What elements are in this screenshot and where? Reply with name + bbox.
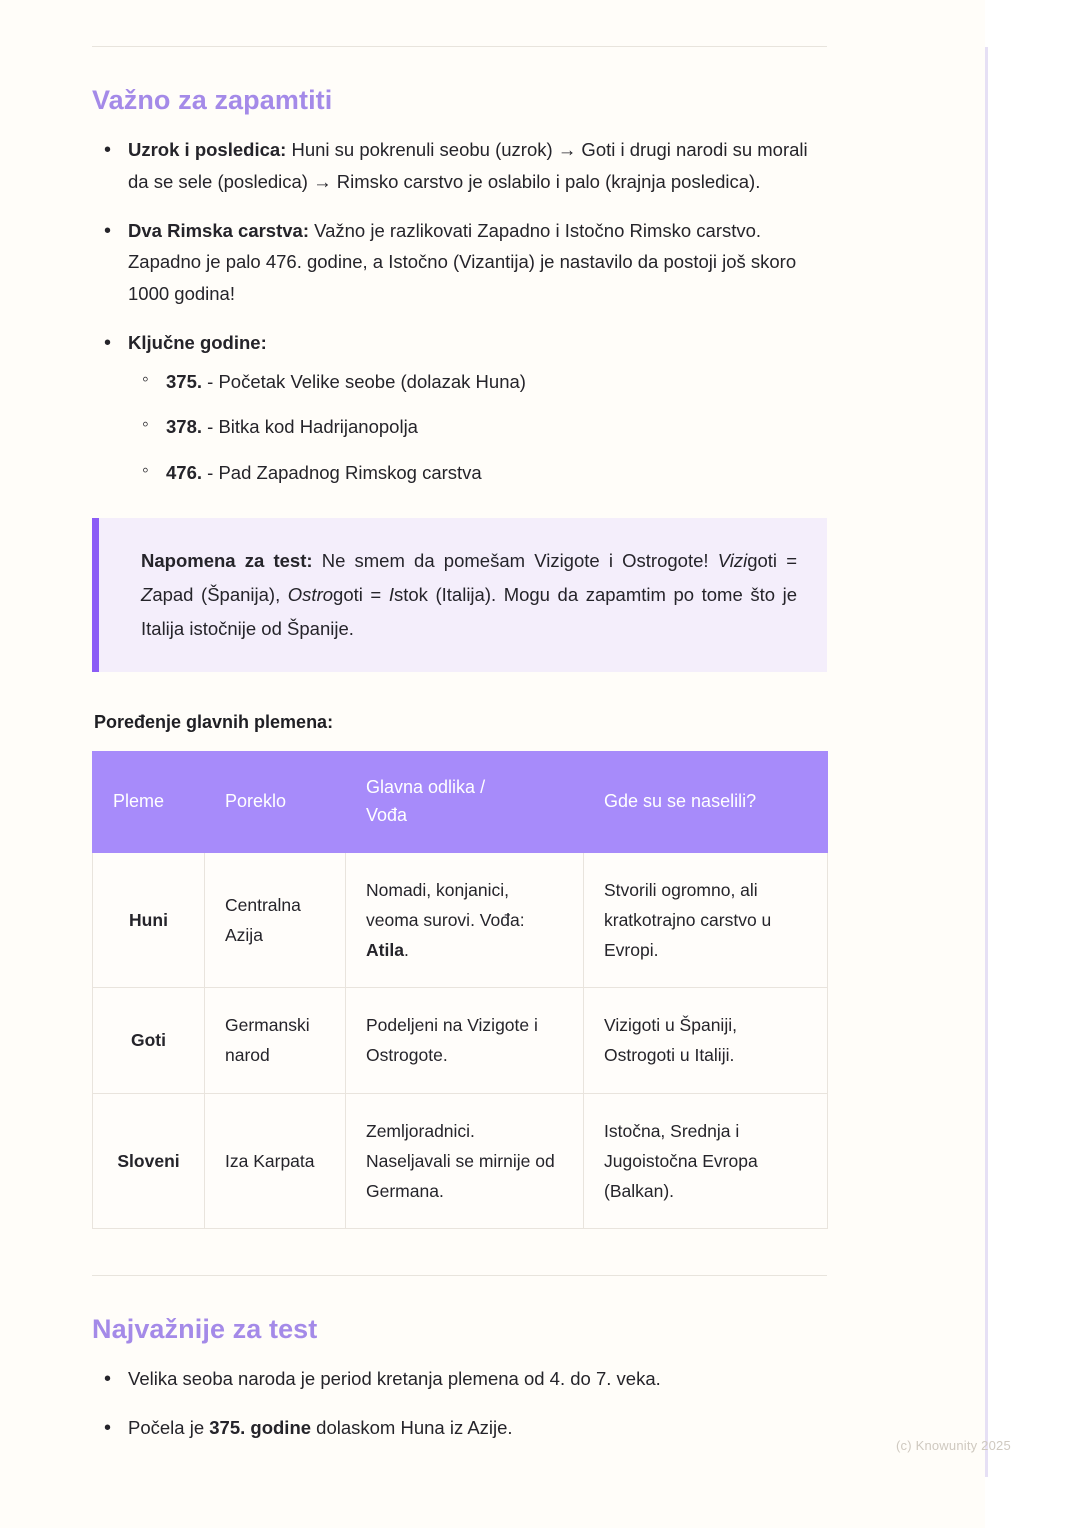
key-years-list <box>128 367 827 488</box>
list-item-text: Huni su pokrenuli seobu (uzrok) → Goti i drugi narodi su morali da se sele (posledica) → Rimsko carstvo je oslabilo i palo (krajnja posledica). <box>128 139 808 192</box>
cell-naselili: Vizigoti u Španiji, Ostrogoti u Italiji. <box>584 988 828 1093</box>
cell-odlika-leader: Atila <box>366 940 404 961</box>
key-points-list <box>92 134 827 488</box>
cell-odlika-suffix: . <box>403 940 409 961</box>
cell-naselili: Istočna, Srednja i Jugoistočna Evropa (Balkan). <box>584 1093 828 1228</box>
bottom-divider <box>92 1275 827 1276</box>
list-item <box>92 1363 827 1395</box>
note-callout <box>92 518 827 673</box>
document-content <box>92 0 827 1460</box>
watermark: (c) Knowunity 2025 <box>896 1438 1011 1453</box>
cell-poreklo: Germanski narod <box>205 988 346 1093</box>
page-right-margin <box>985 0 1080 1528</box>
table-row <box>93 1093 828 1228</box>
table-row <box>93 853 828 988</box>
note-text-3: apad (Španija), <box>152 583 288 605</box>
list-item <box>92 1412 827 1444</box>
note-text-2: goti = <box>747 549 797 571</box>
table-caption: Poređenje glavnih plemena: <box>94 712 334 733</box>
summary-text-pre: Velika seoba naroda je period kretanja plemena od 4. do 7. veka. <box>128 1367 661 1389</box>
year-label: 375. <box>166 370 203 392</box>
list-item <box>92 327 827 488</box>
page-title: Važno za zapamtiti <box>92 85 333 115</box>
cell-naselili: Stvorili ogromno, ali kratkotrajno carstvo u Evropi. <box>584 853 828 988</box>
list-item <box>128 412 827 442</box>
note-lead: Napomena za test: <box>141 549 313 571</box>
cell-odlika-text: Podeljeni na Vizigote i Ostrogote. <box>366 1015 538 1066</box>
tribes-comparison-table <box>92 751 828 1229</box>
list-item <box>128 367 827 397</box>
year-label: 476. <box>166 462 203 484</box>
list-item <box>92 215 827 310</box>
cell-pleme: Goti <box>93 988 205 1093</box>
column-header-poreklo: Poreklo <box>205 752 346 853</box>
year-label: 378. <box>166 416 203 438</box>
column-header-pleme: Pleme <box>93 752 205 853</box>
cell-pleme: Huni <box>93 853 205 988</box>
table-header-row <box>93 752 828 853</box>
cell-odlika <box>346 988 584 1093</box>
note-text-1: Ne smem da pomešam Vizigote i Ostrogote! <box>312 549 718 571</box>
year-description: - Početak Velike seobe (dolazak Huna) <box>202 370 526 392</box>
list-item <box>128 458 827 488</box>
summary-text-pre: Počela je <box>128 1416 210 1438</box>
list-item-text: Važno je razlikovati Zapadno i Istočno Rimsko carstvo. Zapadno je palo 476. godine, a Istočno (Vizantija) je nastavilo da postoji još skoro 1000 godina! <box>128 219 797 305</box>
top-divider <box>92 46 827 47</box>
note-em-4: I <box>388 583 394 605</box>
summary-text-bold: 375. godine <box>209 1416 312 1438</box>
note-text-4: goti = <box>333 583 389 605</box>
list-item-lead: Ključne godine: <box>128 332 267 354</box>
table-row <box>93 988 828 1093</box>
column-header-odlika <box>346 752 584 853</box>
note-text-5: stok (Italija). Mogu da zapamtim po tome što je Italija istočnije od Španije. <box>141 583 797 640</box>
cell-poreklo: Iza Karpata <box>205 1093 346 1228</box>
cell-pleme: Sloveni <box>93 1093 205 1228</box>
year-description: - Bitka kod Hadrijanopolja <box>202 416 418 438</box>
column-header-odlika-line1: Glavna odlika / <box>366 777 486 798</box>
summary-text-post: dolaskom Huna iz Azije. <box>311 1416 513 1438</box>
cell-odlika <box>346 1093 584 1228</box>
cell-odlika <box>346 853 584 988</box>
column-header-naselili: Gde su se naselili? <box>584 752 828 853</box>
year-description: - Pad Zapadnog Rimskog carstva <box>202 462 482 484</box>
cell-odlika-text: Nomadi, konjanici, veoma surovi. Vođa: <box>366 880 525 931</box>
column-header-odlika-line2: Vođa <box>366 805 408 826</box>
note-em-1: Vizi <box>717 549 748 571</box>
note-em-3: Ostro <box>287 583 334 605</box>
final-section-title: Najvažnije za test <box>92 1313 318 1344</box>
note-em-2: Z <box>141 583 153 605</box>
list-item-lead: Dva Rimska carstva: <box>128 219 309 241</box>
cell-odlika-text: Zemljoradnici. Naseljavali se mirnije od Germana. <box>366 1120 555 1201</box>
vertical-accent-rule <box>985 47 988 1477</box>
list-item <box>92 134 827 198</box>
exam-summary-list <box>92 1363 827 1444</box>
cell-poreklo: Centralna Azija <box>205 853 346 988</box>
list-item-lead: Uzrok i posledica: <box>128 139 287 160</box>
